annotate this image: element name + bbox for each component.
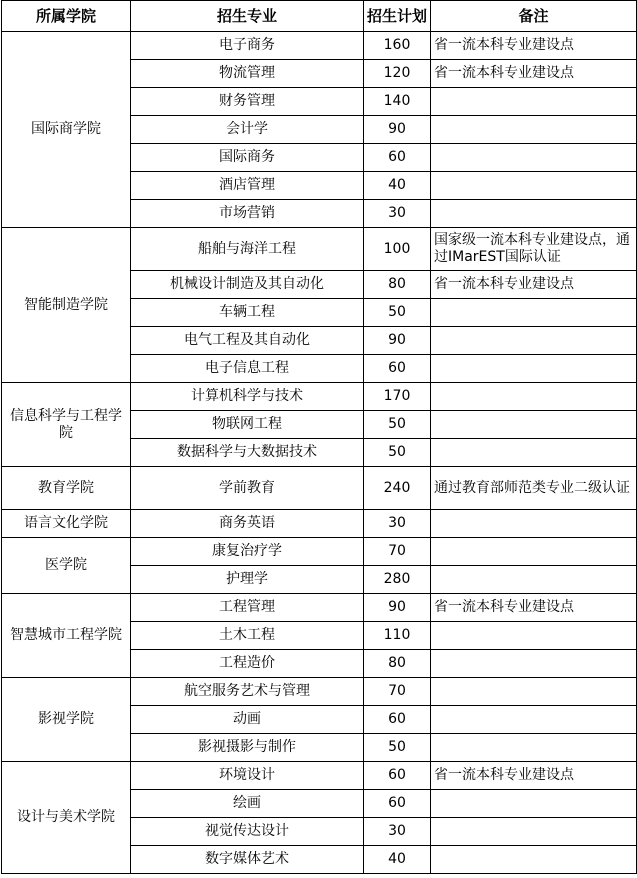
note-cell	[431, 172, 637, 200]
major-cell: 电子商务	[131, 32, 364, 60]
plan-cell: 60	[364, 706, 431, 734]
note-cell	[431, 650, 637, 678]
table-row	[2, 383, 637, 411]
plan-cell: 90	[364, 594, 431, 622]
note-cell	[431, 299, 637, 327]
note-cell	[431, 327, 637, 355]
plan-cell: 110	[364, 622, 431, 650]
plan-cell: 40	[364, 846, 431, 874]
plan-cell: 50	[364, 439, 431, 467]
plan-cell: 160	[364, 32, 431, 60]
enrollment-plan-table	[1, 0, 637, 874]
major-cell: 绘画	[131, 790, 364, 818]
note-cell	[431, 566, 637, 594]
plan-cell: 120	[364, 60, 431, 88]
major-cell: 数字媒体艺术	[131, 846, 364, 874]
note-cell: 省一流本科专业建设点	[431, 762, 637, 790]
major-cell: 动画	[131, 706, 364, 734]
plan-cell: 90	[364, 116, 431, 144]
major-cell: 车辆工程	[131, 299, 364, 327]
major-cell: 工程造价	[131, 650, 364, 678]
note-cell	[431, 790, 637, 818]
major-cell: 康复治疗学	[131, 538, 364, 566]
note-cell: 省一流本科专业建设点	[431, 594, 637, 622]
major-cell: 航空服务艺术与管理	[131, 678, 364, 706]
plan-cell: 240	[364, 467, 431, 510]
header-major: 招生专业	[131, 1, 364, 32]
note-cell	[431, 846, 637, 874]
college-cell: 影视学院	[2, 678, 131, 762]
major-cell: 土木工程	[131, 622, 364, 650]
major-cell: 商务英语	[131, 510, 364, 538]
college-cell: 语言文化学院	[2, 510, 131, 538]
note-cell	[431, 678, 637, 706]
major-cell: 影视摄影与制作	[131, 734, 364, 762]
note-cell	[431, 144, 637, 172]
plan-cell: 90	[364, 327, 431, 355]
college-cell: 国际商学院	[2, 32, 131, 228]
major-cell: 市场营销	[131, 200, 364, 228]
college-cell: 信息科学与工程学院	[2, 383, 131, 467]
major-cell: 船舶与海洋工程	[131, 228, 364, 271]
note-cell	[431, 622, 637, 650]
note-cell	[431, 411, 637, 439]
plan-cell: 60	[364, 790, 431, 818]
major-cell: 工程管理	[131, 594, 364, 622]
table-row	[2, 510, 637, 538]
major-cell: 学前教育	[131, 467, 364, 510]
plan-cell: 30	[364, 818, 431, 846]
plan-cell: 30	[364, 200, 431, 228]
note-cell	[431, 200, 637, 228]
plan-cell: 70	[364, 538, 431, 566]
plan-cell: 70	[364, 678, 431, 706]
table-row	[2, 678, 637, 706]
note-cell	[431, 383, 637, 411]
plan-cell: 50	[364, 411, 431, 439]
major-cell: 物流管理	[131, 60, 364, 88]
college-cell: 医学院	[2, 538, 131, 594]
major-cell: 国际商务	[131, 144, 364, 172]
plan-cell: 60	[364, 762, 431, 790]
major-cell: 环境设计	[131, 762, 364, 790]
note-cell: 省一流本科专业建设点	[431, 271, 637, 299]
plan-cell: 40	[364, 172, 431, 200]
note-cell	[431, 510, 637, 538]
plan-cell: 60	[364, 144, 431, 172]
note-cell	[431, 538, 637, 566]
note-cell	[431, 355, 637, 383]
note-cell: 省一流本科专业建设点	[431, 60, 637, 88]
header-row	[2, 1, 637, 32]
table-row	[2, 467, 637, 510]
plan-cell: 170	[364, 383, 431, 411]
plan-cell: 30	[364, 510, 431, 538]
major-cell: 会计学	[131, 116, 364, 144]
note-cell	[431, 439, 637, 467]
note-cell	[431, 88, 637, 116]
major-cell: 物联网工程	[131, 411, 364, 439]
major-cell: 电气工程及其自动化	[131, 327, 364, 355]
note-cell: 通过教育部师范类专业二级认证	[431, 467, 637, 510]
note-cell: 国家级一流本科专业建设点，通过IMarEST国际认证	[431, 228, 637, 271]
note-cell: 省一流本科专业建设点	[431, 32, 637, 60]
header-college: 所属学院	[2, 1, 131, 32]
note-cell	[431, 116, 637, 144]
college-cell: 智慧城市工程学院	[2, 594, 131, 678]
table-row	[2, 228, 637, 271]
note-cell	[431, 734, 637, 762]
note-cell	[431, 818, 637, 846]
table-row	[2, 594, 637, 622]
note-cell	[431, 706, 637, 734]
plan-cell: 280	[364, 566, 431, 594]
college-cell: 教育学院	[2, 467, 131, 510]
major-cell: 计算机科学与技术	[131, 383, 364, 411]
plan-cell: 50	[364, 299, 431, 327]
plan-cell: 80	[364, 271, 431, 299]
plan-cell: 140	[364, 88, 431, 116]
plan-cell: 80	[364, 650, 431, 678]
table-row	[2, 32, 637, 60]
plan-cell: 60	[364, 355, 431, 383]
plan-cell: 100	[364, 228, 431, 271]
major-cell: 视觉传达设计	[131, 818, 364, 846]
major-cell: 机械设计制造及其自动化	[131, 271, 364, 299]
header-plan: 招生计划	[364, 1, 431, 32]
table-row	[2, 762, 637, 790]
major-cell: 数据科学与大数据技术	[131, 439, 364, 467]
header-note: 备注	[431, 1, 637, 32]
major-cell: 电子信息工程	[131, 355, 364, 383]
table-body	[2, 32, 637, 874]
major-cell: 财务管理	[131, 88, 364, 116]
major-cell: 护理学	[131, 566, 364, 594]
major-cell: 酒店管理	[131, 172, 364, 200]
college-cell: 设计与美术学院	[2, 762, 131, 874]
table-row	[2, 538, 637, 566]
plan-cell: 50	[364, 734, 431, 762]
college-cell: 智能制造学院	[2, 228, 131, 383]
